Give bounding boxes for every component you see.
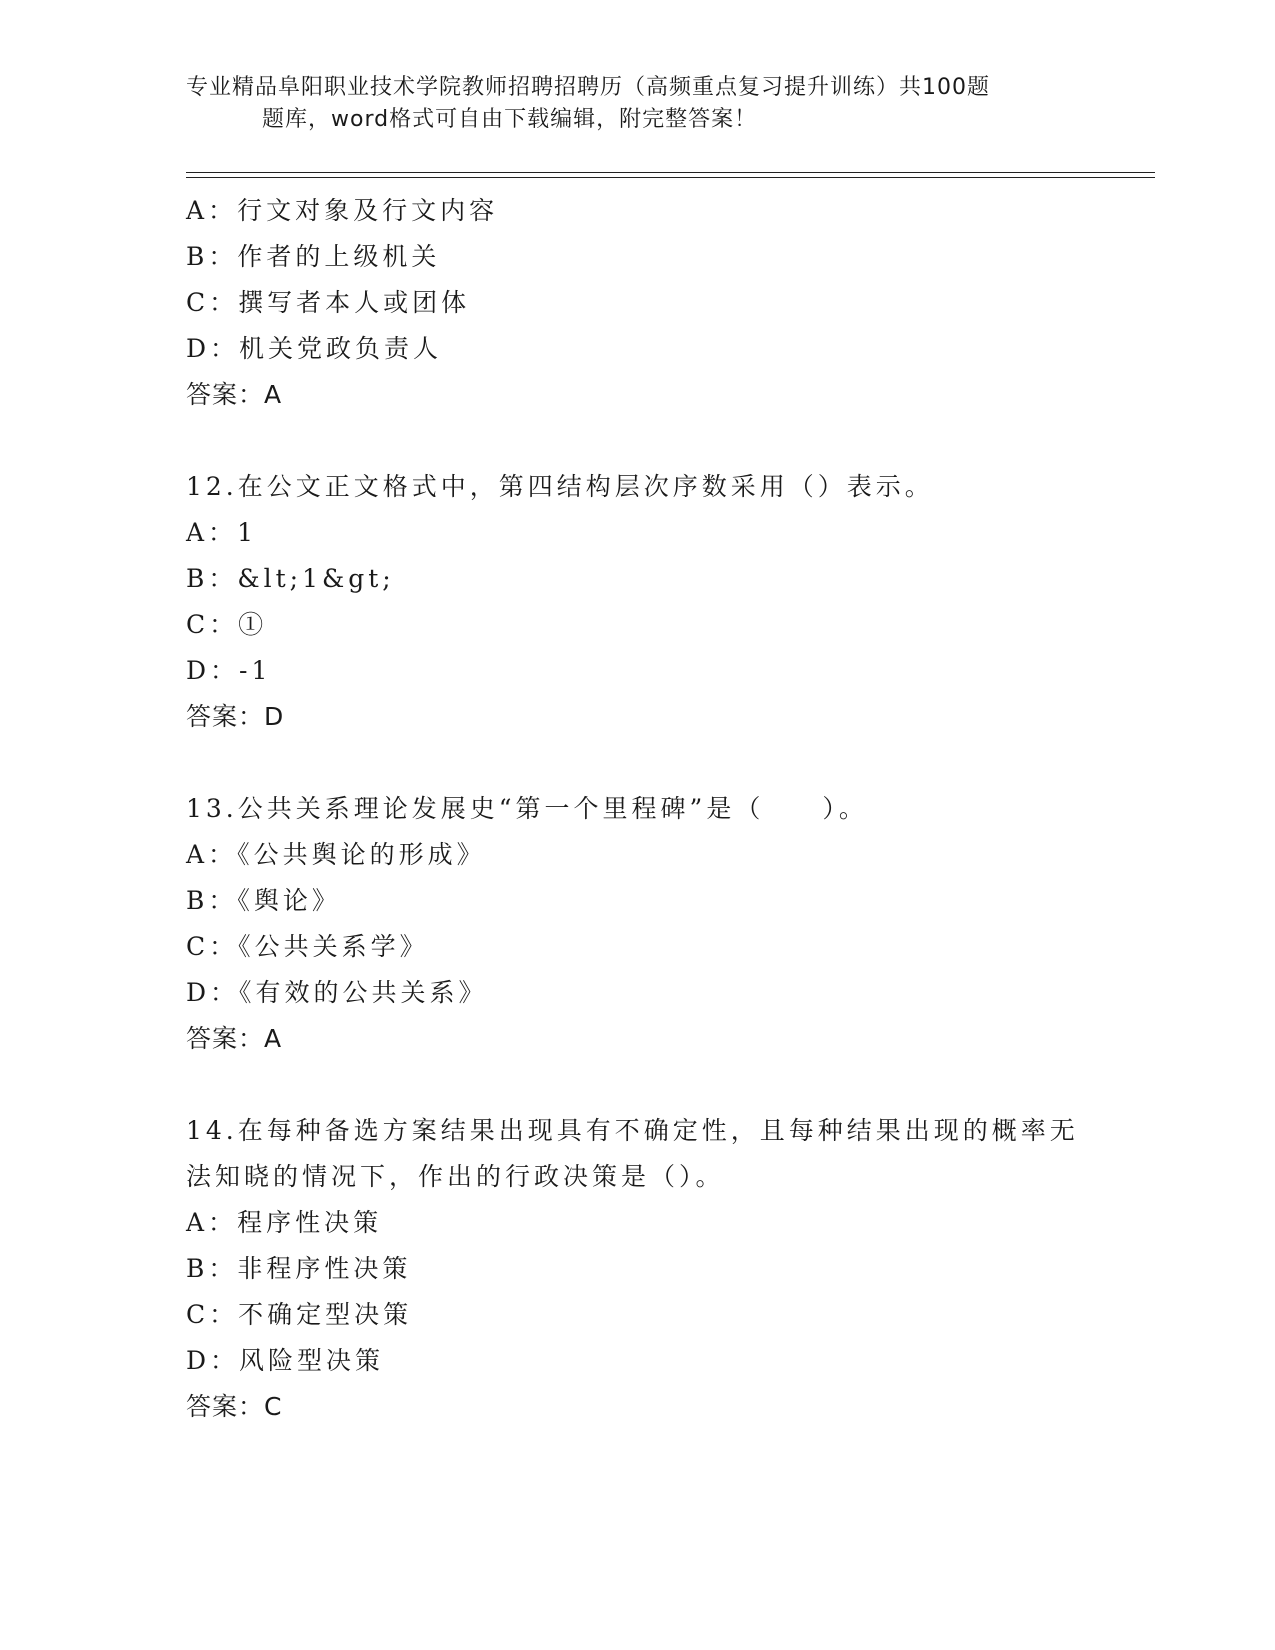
header-title-line1: 专业精品阜阳职业技术学院教师招聘招聘历（高频重点复习提升训练）共100题 (186, 75, 990, 100)
question-stem-line1: 14.在每种备选方案结果出现具有不确定性，且每种结果出现的概率无 (186, 1116, 1079, 1145)
answer-line: 答案：A (186, 380, 283, 409)
header-divider-bottom (186, 177, 1155, 178)
option-a: A：1 (186, 518, 257, 547)
option-c: C：《公共关系学》 (186, 932, 429, 961)
option-c: C：撰写者本人或团体 (186, 288, 471, 317)
option-d: D：风险型决策 (186, 1346, 385, 1375)
option-d: D：《有效的公共关系》 (186, 978, 488, 1007)
question-stem: 13.公共关系理论发展史“第一个里程碑”是（ ）。 (186, 794, 868, 823)
header-divider-top (186, 172, 1155, 173)
option-b: B：&lt;1&gt; (186, 564, 395, 593)
option-c: C：不确定型决策 (186, 1300, 413, 1329)
question-14 (186, 1108, 1086, 1430)
option-a: A：程序性决策 (186, 1208, 383, 1237)
page-header (186, 72, 1066, 136)
header-title-line2: 题库，word格式可自由下载编辑，附完整答案！ (262, 107, 758, 132)
question-12 (186, 464, 1086, 740)
option-d: D：机关党政负责人 (186, 334, 443, 363)
answer-line: 答案：D (186, 702, 285, 731)
option-c: C：① (186, 610, 268, 639)
option-a: A：《公共舆论的形成》 (186, 840, 486, 869)
answer-line: 答案：C (186, 1392, 283, 1421)
question-11 (186, 188, 1086, 418)
option-b: B：作者的上级机关 (186, 242, 441, 271)
question-13 (186, 786, 1086, 1062)
option-a: A：行文对象及行文内容 (186, 196, 499, 225)
question-stem: 12.在公文正文格式中，第四结构层次序数采用（）表示。 (186, 472, 934, 501)
question-list (186, 188, 1086, 1430)
answer-line: 答案：A (186, 1024, 283, 1053)
option-d: D：-1 (186, 656, 272, 685)
option-b: B：非程序性决策 (186, 1254, 412, 1283)
option-b: B：《舆论》 (186, 886, 341, 915)
question-stem-line2: 法知晓的情况下，作出的行政决策是（）。 (186, 1162, 725, 1191)
